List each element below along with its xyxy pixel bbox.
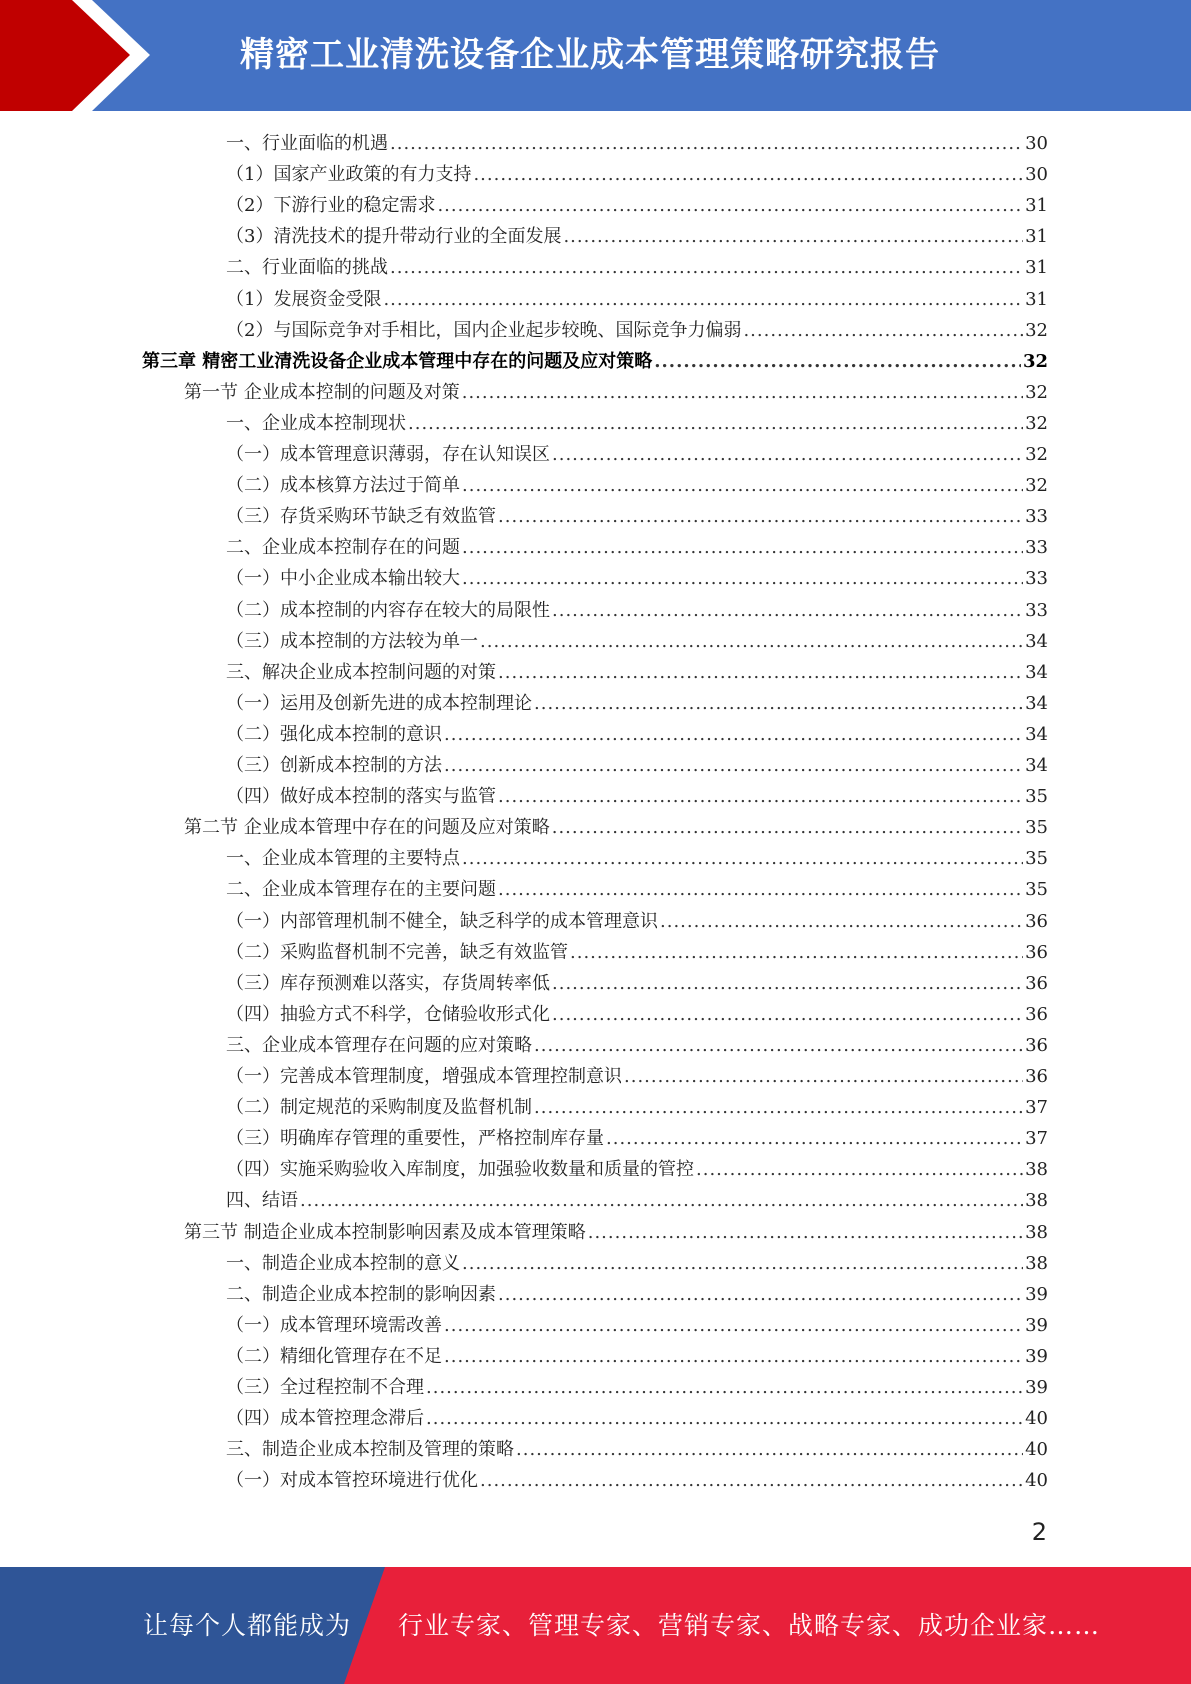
toc-entry-page: 38 <box>1025 1252 1048 1274</box>
toc-entry-title: 第一节 企业成本控制的问题及对策 <box>184 381 460 403</box>
toc-entry[interactable] <box>226 221 1048 252</box>
toc-entry[interactable] <box>226 1465 1048 1496</box>
toc-entry[interactable] <box>226 1092 1048 1123</box>
toc-entry[interactable] <box>226 1403 1048 1434</box>
toc-entry-page: 37 <box>1025 1128 1048 1150</box>
toc-entry[interactable] <box>226 408 1048 439</box>
toc-entry-page: 34 <box>1025 755 1048 776</box>
toc-entry-page: 34 <box>1025 630 1048 652</box>
toc-entry[interactable] <box>226 874 1048 905</box>
toc-entry-page: 36 <box>1025 1066 1048 1087</box>
toc-dot-leader <box>462 532 1023 563</box>
toc-entry[interactable] <box>184 377 1048 408</box>
toc-dot-leader <box>552 812 1023 843</box>
toc-entry-page: 33 <box>1025 568 1048 590</box>
toc-dot-leader <box>498 781 1023 812</box>
toc-entry-title: （二）成本控制的内容存在较大的局限性 <box>226 599 550 621</box>
toc-entry-title: （一）运用及创新先进的成本控制理论 <box>226 692 532 714</box>
toc-dot-leader <box>552 439 1023 470</box>
toc-dot-leader <box>606 1123 1023 1154</box>
toc-dot-leader <box>498 501 1023 532</box>
toc-entry[interactable] <box>226 781 1048 812</box>
toc-entry-page: 35 <box>1025 786 1048 808</box>
toc-entry-title: 一、企业成本控制现状 <box>226 412 406 434</box>
toc-entry-title: 二、行业面临的挑战 <box>226 257 388 279</box>
toc-entry-title: 二、制造企业成本控制的影响因素 <box>226 1283 496 1305</box>
toc-entry-title: （一）中小企业成本输出较大 <box>226 568 460 590</box>
toc-entry-page: 32 <box>1025 412 1048 434</box>
toc-entry[interactable] <box>226 843 1048 874</box>
toc-dot-leader <box>408 408 1023 439</box>
toc-entry-title: 第三节 制造企业成本控制影响因素及成本管理策略 <box>184 1221 586 1243</box>
toc-entry-page: 40 <box>1025 1439 1048 1461</box>
footer-slogan-right: 行业专家、管理专家、营销专家、战略专家、成功企业家…… <box>398 1611 1101 1640</box>
toc-entry[interactable] <box>226 1279 1048 1310</box>
toc-entry-title: （二）制定规范的采购制度及监督机制 <box>226 1097 532 1119</box>
toc-dot-leader <box>473 159 1023 190</box>
toc-entry-page: 37 <box>1025 1097 1048 1119</box>
toc-dot-leader <box>462 470 1023 501</box>
toc-dot-leader <box>462 843 1023 874</box>
toc-entry[interactable] <box>226 968 1048 999</box>
toc-entry-page: 31 <box>1025 257 1048 279</box>
toc-entry-page: 36 <box>1025 1003 1048 1025</box>
toc-entry-page: 35 <box>1025 848 1048 870</box>
toc-dot-leader <box>462 377 1023 408</box>
toc-entry-page: 35 <box>1025 879 1048 901</box>
toc-dot-leader <box>552 968 1023 999</box>
toc-entry-title: （二）强化成本控制的意识 <box>226 723 442 745</box>
toc-dot-leader <box>552 999 1023 1030</box>
toc-dot-leader <box>563 221 1023 252</box>
toc-entry-title: 三、解决企业成本控制问题的对策 <box>226 661 496 683</box>
toc-dot-leader <box>300 1185 1023 1216</box>
toc-entry-page: 32 <box>1022 350 1048 372</box>
toc-entry-title: （一）内部管理机制不健全，缺乏科学的成本管理意识 <box>226 910 658 932</box>
toc-entry[interactable] <box>142 346 1048 377</box>
toc-dot-leader <box>654 346 1021 377</box>
toc-entry-page: 35 <box>1025 817 1048 839</box>
toc-entry-page: 31 <box>1025 226 1048 248</box>
toc-entry[interactable] <box>184 1217 1048 1248</box>
toc-entry-page: 38 <box>1025 1221 1048 1243</box>
toc-dot-leader <box>390 252 1023 283</box>
toc-dot-leader <box>498 657 1023 688</box>
toc-dot-leader <box>444 719 1023 750</box>
toc-entry[interactable] <box>226 159 1048 190</box>
toc-dot-leader <box>696 1154 1023 1185</box>
toc-entry-title: （一）对成本管控环境进行优化 <box>226 1470 478 1492</box>
toc-dot-leader <box>426 1403 1023 1434</box>
toc-entry-title: （三）存货采购环节缺乏有效监管 <box>226 506 496 528</box>
toc-entry-page: 30 <box>1025 133 1048 154</box>
toc-dot-leader <box>444 1310 1023 1341</box>
toc-entry-page: 32 <box>1025 444 1048 465</box>
toc-entry[interactable] <box>226 190 1048 221</box>
toc-entry-page: 36 <box>1025 941 1048 963</box>
toc-entry-page: 32 <box>1025 319 1048 341</box>
toc-dot-leader <box>498 1279 1023 1310</box>
toc-dot-leader <box>516 1434 1023 1465</box>
toc-dot-leader <box>480 1465 1023 1496</box>
toc-entry-title: （1）国家产业政策的有力支持 <box>226 164 472 186</box>
toc-entry-page: 31 <box>1025 195 1048 217</box>
toc-dot-leader <box>444 750 1023 781</box>
toc-entry[interactable] <box>226 719 1048 750</box>
toc-entry-title: （四）抽验方式不科学，仓储验收形式化 <box>226 1003 550 1025</box>
toc-dot-leader <box>534 1030 1023 1061</box>
toc-entry[interactable] <box>226 284 1048 315</box>
toc-entry[interactable] <box>226 595 1048 626</box>
toc-entry[interactable] <box>226 688 1048 719</box>
toc-entry-title: （一）完善成本管理制度，增强成本管理控制意识 <box>226 1066 622 1087</box>
toc-entry[interactable] <box>226 750 1048 781</box>
toc-dot-leader <box>660 906 1023 937</box>
toc-entry[interactable] <box>184 812 1048 843</box>
toc-entry[interactable] <box>226 1248 1048 1279</box>
toc-entry-title: （三）全过程控制不合理 <box>226 1377 424 1398</box>
toc-entry-title: 三、制造企业成本控制及管理的策略 <box>226 1439 514 1461</box>
toc-entry[interactable] <box>226 999 1048 1030</box>
toc-entry-page: 31 <box>1025 288 1048 310</box>
toc-entry-title: 三、企业成本管理存在问题的应对策略 <box>226 1034 532 1056</box>
toc-entry-page: 32 <box>1025 381 1048 403</box>
toc-entry-page: 38 <box>1025 1159 1048 1181</box>
toc-entry-page: 36 <box>1025 1034 1048 1056</box>
toc-entry[interactable] <box>226 937 1048 968</box>
toc-entry[interactable] <box>226 532 1048 563</box>
toc-entry-title: 一、企业成本管理的主要特点 <box>226 848 460 870</box>
toc-dot-leader <box>588 1217 1023 1248</box>
toc-entry[interactable] <box>226 1030 1048 1061</box>
footer-banner <box>0 1567 1191 1684</box>
toc-entry-title: （3）清洗技术的提升带动行业的全面发展 <box>226 226 562 248</box>
toc-entry-title: 一、行业面临的机遇 <box>226 133 388 154</box>
toc-entry-title: （二）采购监督机制不完善，缺乏有效监管 <box>226 941 568 963</box>
toc-entry[interactable] <box>226 501 1048 532</box>
toc-dot-leader <box>383 284 1023 315</box>
toc-entry[interactable] <box>226 626 1048 657</box>
toc-entry-title: （一）成本管理意识薄弱，存在认知误区 <box>226 444 550 465</box>
toc-entry[interactable] <box>226 657 1048 688</box>
toc-entry-page: 39 <box>1025 1345 1048 1367</box>
toc-entry[interactable] <box>226 315 1048 346</box>
toc-entry[interactable] <box>226 1341 1048 1372</box>
toc-dot-leader <box>498 874 1023 905</box>
toc-dot-leader <box>624 1061 1023 1092</box>
toc-entry-title: （四）成本管控理念滞后 <box>226 1408 424 1430</box>
toc-entry-title: 一、制造企业成本控制的意义 <box>226 1252 460 1274</box>
page-number: 2 <box>1031 1518 1047 1546</box>
toc-entry[interactable] <box>226 563 1048 594</box>
toc-entry-page: 39 <box>1025 1314 1048 1336</box>
toc-entry-page: 36 <box>1025 972 1048 994</box>
toc-entry-title: （四）实施采购验收入库制度，加强验收数量和质量的管控 <box>226 1159 694 1181</box>
toc-entry[interactable] <box>226 906 1048 937</box>
toc-entry-title: （二）成本核算方法过于简单 <box>226 475 460 497</box>
toc-entry-title: 第三章 精密工业清洗设备企业成本管理中存在的问题及应对策略 <box>142 350 653 372</box>
toc-dot-leader <box>552 595 1023 626</box>
toc-dot-leader <box>743 315 1023 346</box>
toc-entry-title: 二、企业成本管理存在的主要问题 <box>226 879 496 901</box>
toc-entry[interactable] <box>226 1123 1048 1154</box>
toc-entry-page: 40 <box>1025 1470 1048 1492</box>
toc-entry[interactable] <box>226 128 1048 159</box>
toc-entry-title: （2）下游行业的稳定需求 <box>226 195 436 217</box>
toc-entry-page: 32 <box>1025 475 1048 497</box>
toc-entry[interactable] <box>226 1372 1048 1403</box>
toc-entry-page: 34 <box>1025 661 1048 683</box>
toc-entry-title: 第二节 企业成本管理中存在的问题及应对策略 <box>184 817 550 839</box>
toc-entry-page: 39 <box>1025 1377 1048 1398</box>
toc-entry-title: （二）精细化管理存在不足 <box>226 1345 442 1367</box>
toc-dot-leader <box>390 128 1023 159</box>
toc-dot-leader <box>462 1248 1023 1279</box>
toc-entry-title: （一）成本管理环境需改善 <box>226 1314 442 1336</box>
toc-entry-page: 33 <box>1025 599 1048 621</box>
toc-entry-title: （三）库存预测难以落实，存货周转率低 <box>226 972 550 994</box>
toc-entry-title: （三）明确库存管理的重要性，严格控制库存量 <box>226 1128 604 1150</box>
toc-entry[interactable] <box>226 1310 1048 1341</box>
toc-entry-title: （2）与国际竞争对手相比，国内企业起步较晚、国际竞争力偏弱 <box>226 319 742 341</box>
toc-entry[interactable] <box>226 252 1048 283</box>
toc-entry[interactable] <box>226 1061 1048 1092</box>
toc-entry[interactable] <box>226 1185 1048 1216</box>
toc-entry-title: （三）创新成本控制的方法 <box>226 755 442 776</box>
toc-dot-leader <box>462 563 1023 594</box>
toc-dot-leader <box>534 1092 1023 1123</box>
toc-entry-page: 33 <box>1025 506 1048 528</box>
toc-entry[interactable] <box>226 439 1048 470</box>
document-title: 精密工业清洗设备企业成本管理策略研究报告 <box>240 35 940 75</box>
toc-entry-title: （四）做好成本控制的落实与监管 <box>226 786 496 808</box>
toc-dot-leader <box>570 937 1023 968</box>
toc-entry-page: 34 <box>1025 692 1048 714</box>
toc-entry-page: 39 <box>1025 1283 1048 1305</box>
toc-dot-leader <box>480 626 1023 657</box>
toc-entry-page: 36 <box>1025 910 1048 932</box>
toc-entry[interactable] <box>226 1154 1048 1185</box>
toc-dot-leader <box>426 1372 1023 1403</box>
toc-entry-title: （三）成本控制的方法较为单一 <box>226 630 478 652</box>
footer-slogan-left: 让每个人都能成为 <box>143 1611 352 1640</box>
toc-entry-page: 40 <box>1025 1408 1048 1430</box>
toc-entry[interactable] <box>226 1434 1048 1465</box>
toc-entry-title: 四、结语 <box>226 1190 298 1212</box>
toc-entry-page: 38 <box>1025 1190 1048 1212</box>
toc-entry-page: 33 <box>1025 537 1048 559</box>
toc-dot-leader <box>444 1341 1023 1372</box>
toc-dot-leader <box>534 688 1023 719</box>
header-banner <box>0 0 1191 111</box>
toc-entry-page: 34 <box>1025 723 1048 745</box>
toc-entry-title: （1）发展资金受限 <box>226 288 382 310</box>
toc-entry-title: 二、企业成本控制存在的问题 <box>226 537 460 559</box>
toc-entry[interactable] <box>226 470 1048 501</box>
toc-dot-leader <box>437 190 1023 221</box>
toc-entry-page: 30 <box>1025 164 1048 186</box>
